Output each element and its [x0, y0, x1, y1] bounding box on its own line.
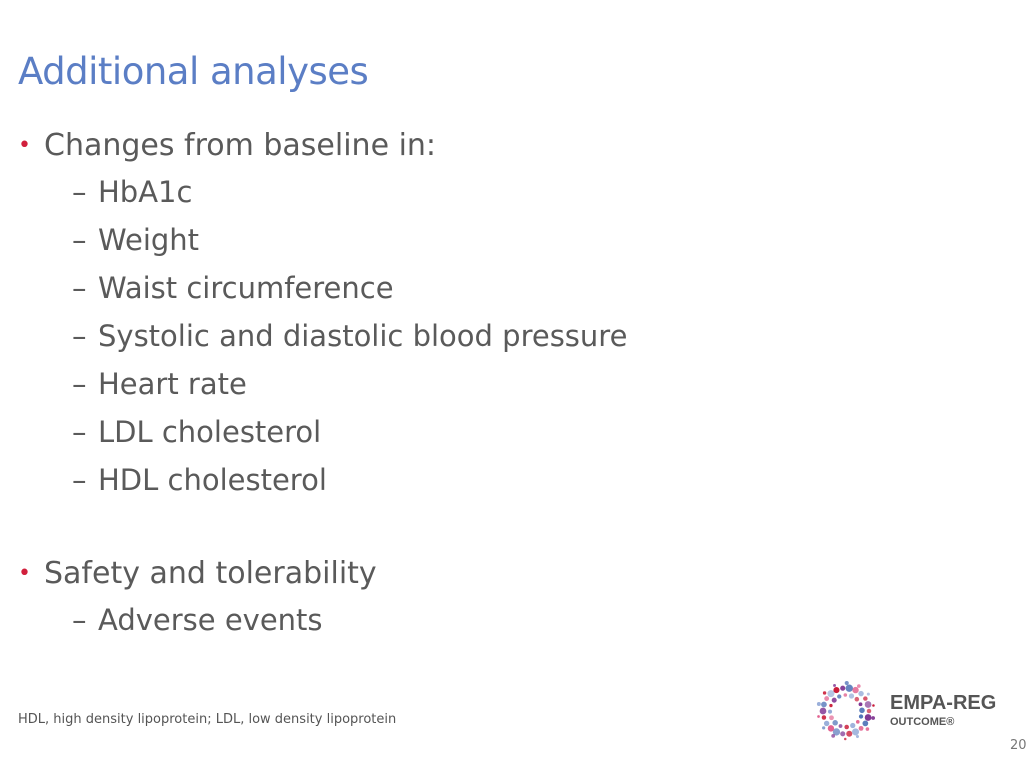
logo-dot: [859, 708, 865, 714]
logo-dot: [822, 715, 826, 719]
logo-dot: [827, 690, 834, 697]
footnote: HDL, high density lipoprotein; LDL, low density lipoprotein: [18, 712, 397, 727]
sub-marker: –: [72, 367, 87, 401]
logo-dot: [833, 684, 836, 687]
bullet-item: [18, 124, 998, 168]
logo-dot: [856, 735, 859, 738]
bullet-item: [18, 552, 998, 596]
sub-item: [18, 264, 998, 312]
bullet-marker: •: [18, 561, 31, 586]
sub-item-text: LDL cholesterol: [98, 415, 322, 449]
logo-dot: [844, 693, 848, 697]
logo-dot: [845, 681, 849, 685]
sub-marker: –: [72, 223, 87, 257]
logo-dot: [865, 714, 872, 721]
bullet-list: [18, 124, 998, 644]
logo-dot: [829, 715, 834, 720]
logo-dot: [840, 686, 845, 691]
logo-dot: [829, 704, 832, 707]
logo-dot: [840, 731, 845, 736]
logo-dot: [856, 720, 860, 724]
sub-marker: –: [72, 463, 87, 497]
logo-dot: [871, 716, 875, 720]
logo-dot: [850, 723, 855, 728]
sub-item: [18, 360, 998, 408]
logo-dot: [862, 721, 868, 727]
sub-item-text: HbA1c: [98, 175, 193, 209]
sub-item-text: Waist circumference: [98, 271, 394, 305]
logo-dot: [823, 691, 826, 694]
sub-item: [18, 408, 998, 456]
sub-marker: –: [72, 175, 87, 209]
logo-dot: [821, 702, 827, 708]
logo-dot: [839, 724, 843, 728]
logo-dot: [867, 693, 870, 696]
bullet-text: Safety and tolerability: [44, 556, 377, 591]
logo-dot: [849, 693, 854, 698]
sub-item: [18, 216, 998, 264]
sub-marker: –: [72, 271, 87, 305]
logo-dot: [844, 738, 847, 741]
sub-item: [18, 168, 998, 216]
logo-dot: [858, 691, 863, 696]
logo-dot: [872, 704, 875, 707]
logo-dot: [863, 696, 867, 700]
sub-item-text: Systolic and diastolic blood pressure: [98, 319, 628, 353]
empa-reg-outcome-logo: [810, 680, 1020, 742]
sub-item: [18, 596, 998, 644]
logo-dot: [846, 685, 853, 692]
logo-dot: [828, 725, 834, 731]
logo-dot: [852, 687, 858, 693]
logo-dot: [859, 702, 863, 706]
sub-item-text: Adverse events: [98, 603, 323, 637]
sub-marker: –: [72, 415, 87, 449]
logo-dot: [822, 726, 825, 729]
logo-dot: [867, 709, 871, 713]
logo-dot: [837, 694, 841, 698]
spacer: [18, 504, 998, 552]
sub-item-text: HDL cholesterol: [98, 463, 327, 497]
logo-subtitle: OUTCOME®: [890, 716, 955, 728]
sub-item: [18, 456, 998, 504]
sub-marker: –: [72, 319, 87, 353]
logo-dot: [817, 702, 821, 706]
bullet-text: Changes from baseline in:: [44, 128, 437, 163]
sub-item: [18, 312, 998, 360]
logo-dot: [817, 715, 820, 718]
logo-dot: [852, 728, 859, 735]
logo-dot: [832, 720, 838, 726]
slide-title: Additional analyses: [18, 50, 369, 93]
logo-dot: [833, 687, 839, 693]
logo-dot: [846, 731, 852, 737]
logo-dot: [857, 684, 861, 688]
sub-marker: –: [72, 603, 87, 637]
sub-item-text: Heart rate: [98, 367, 247, 401]
page-number: 20: [1010, 738, 1027, 753]
logo-dot: [820, 708, 827, 715]
logo-dot: [824, 721, 829, 726]
sub-item-text: Weight: [98, 223, 200, 257]
logo-wordmark: EMPA-REG: [890, 692, 997, 714]
logo-dot: [831, 734, 835, 738]
bullet-marker: •: [18, 133, 31, 158]
logo-dot: [859, 726, 864, 731]
logo-dot: [865, 701, 872, 708]
logo-dot: [859, 714, 863, 718]
logo-dot: [844, 725, 849, 730]
logo-dot: [832, 698, 837, 703]
logo-dot: [828, 710, 832, 714]
logo-dot: [824, 696, 829, 701]
logo-ring-icon: [810, 680, 882, 742]
logo-dot: [855, 697, 860, 702]
logo-dot: [866, 727, 870, 731]
